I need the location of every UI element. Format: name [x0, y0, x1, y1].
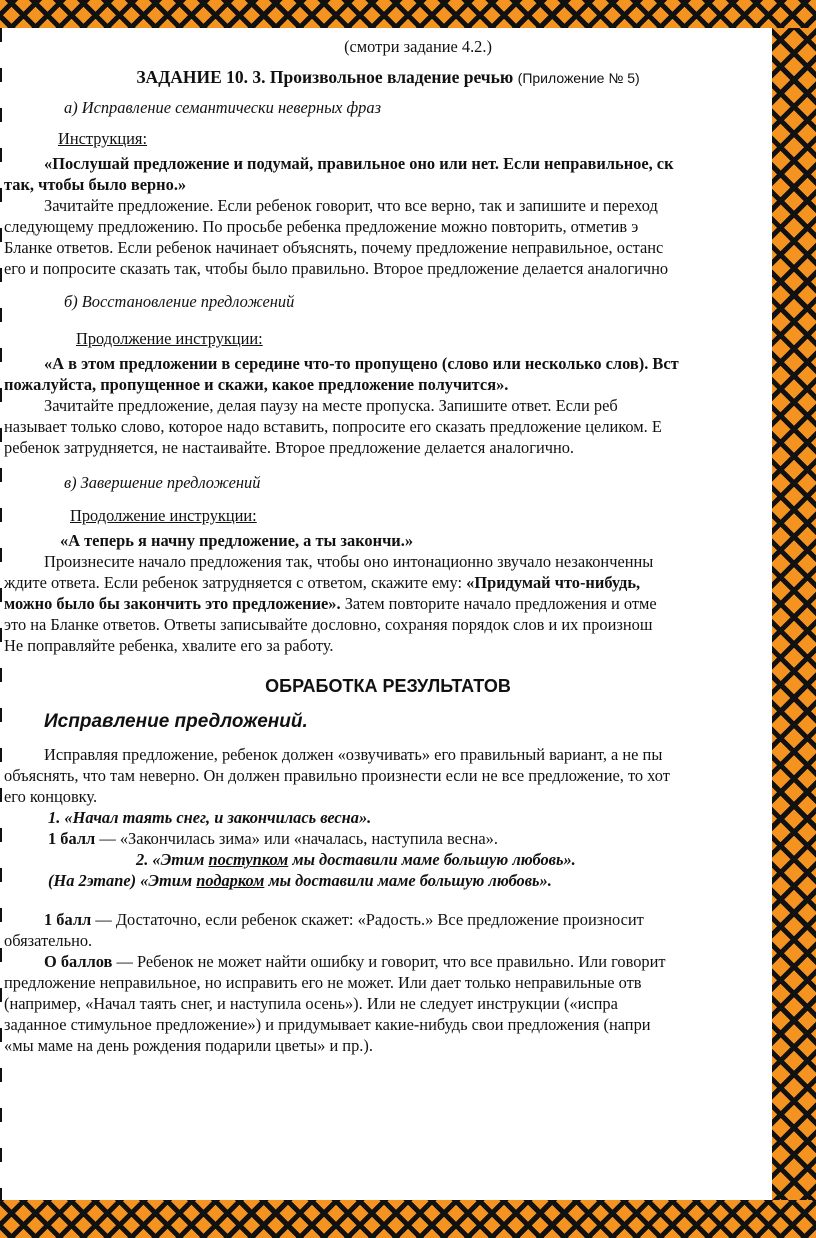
section-c-line [4, 572, 772, 593]
score-1-line: обязательно. [4, 931, 93, 950]
score-0-line [4, 951, 772, 972]
score-1-line [4, 909, 772, 930]
results-paragraph-line: его концовку. [4, 787, 98, 806]
section-c-bold-text: «Придумай что-нибудь, [466, 573, 641, 592]
reference-note: (смотри задание 4.2.) [344, 37, 492, 56]
section-a-line: так, чтобы было верно.» [4, 175, 187, 194]
section-a-line: его и попросите сказать так, чтобы было правильно. Второе предложение делается аналогично [4, 259, 669, 278]
decorative-border-top [0, 0, 816, 28]
example-answer-1 [4, 828, 772, 849]
example-sentence-2 [4, 849, 772, 870]
score-text: — Достаточно, если ребенок скажет: «Радость.» Все предложение произносит [91, 910, 644, 929]
decorative-border-right [772, 28, 816, 1200]
section-a-line: Бланке ответов. Если ребенок начинает объяснять, почему предложение неправильное, останс [4, 238, 664, 257]
results-paragraph-line: Исправляя предложение, ребенок должен «озвучивать» его правильный вариант, а не пы [44, 745, 663, 764]
appendix-note: (Приложение № 5) [517, 70, 640, 86]
score-0-line: «мы маме на день рождения подарили цветы» и пр.). [4, 1036, 373, 1055]
score-text: — «Закончилась зима» или «началась, наступила весна». [95, 829, 498, 848]
section-c-text: Затем повторите начало предложения и отме [340, 594, 657, 613]
results-paragraph-line: объяснять, что там неверно. Он должен правильно произнести если не все предложение, то хот [4, 766, 670, 785]
section-b-line: ребенок затрудняется, не настаивайте. Второе предложение делается аналогично. [4, 438, 575, 457]
section-a-line: «Послушай предложение и подумай, правильное оно или нет. Если неправильное, ск [44, 154, 674, 173]
task-title-text: ЗАДАНИЕ 10. 3. Произвольное владение речью [136, 67, 514, 87]
section-b-line: «А в этом предложении в середине что-то пропущено (слово или несколько слов). Вст [44, 354, 679, 373]
results-heading: ОБРАБОТКА РЕЗУЛЬТАТОВ [265, 676, 511, 696]
example-text: (На 2этапе) «Этим [48, 871, 197, 890]
example-text: 2. «Этим [136, 850, 209, 869]
decorative-border-left [0, 28, 2, 1200]
section-b-instruction-label: Продолжение инструкции: [76, 329, 263, 348]
results-subtitle: Исправление предложений. [44, 711, 308, 732]
score-0-line: (например, «Начал таять снег, и наступила осень»). Или не следует инструкции («испра [4, 994, 618, 1013]
example-text: мы доставили маме большую любовь». [264, 871, 552, 890]
section-c-quote: «А теперь я начну предложение, а ты закончи.» [60, 531, 414, 550]
example-sentence-1: 1. «Начал таять снег, и закончилась весна». [48, 808, 372, 827]
example-text: мы доставили маме большую любовь». [288, 850, 576, 869]
document-page [4, 36, 772, 1192]
section-c-line [4, 593, 772, 614]
section-c-title: в) Завершение предложений [64, 473, 261, 492]
section-b-line: пожалуйста, пропущенное и скажи, какое предложение получится». [4, 375, 509, 394]
decorative-border-bottom [0, 1200, 816, 1238]
section-b-title: б) Восстановление предложений [64, 292, 295, 311]
section-a-line: следующему предложению. По просьбе ребенка предложение можно повторить, отметив э [4, 217, 639, 236]
task-title [4, 67, 772, 89]
section-c-line: Не поправляйте ребенка, хвалите его за работу. [4, 636, 334, 655]
score-label: 1 балл [48, 829, 96, 848]
section-b-line: называет только слово, которое надо вставить, попросите его сказать предложение целиком. Е [4, 417, 662, 436]
example-underlined-word: подарком [196, 871, 265, 890]
score-label: 1 балл [44, 910, 92, 929]
example-sentence-3 [4, 870, 772, 891]
score-0-line: заданное стимульное предложение») и придумывает какие-нибудь свои предложения (напри [4, 1015, 651, 1034]
section-b-line: Зачитайте предложение, делая паузу на месте пропуска. Запишите ответ. Если реб [44, 396, 618, 415]
section-c-text: ждите ответа. Если ребенок затрудняется с ответом, скажите ему: [4, 573, 467, 592]
section-c-bold-text: можно было бы закончить это предложение». [4, 594, 341, 613]
score-0-line: предложение неправильное, но исправить его не может. Или дает только неправильные отв [4, 973, 642, 992]
section-c-line: это на Бланке ответов. Ответы записывайте дословно, сохраняя порядок слов и их произнош [4, 615, 653, 634]
section-c-instruction-label: Продолжение инструкции: [70, 506, 257, 525]
score-text: — Ребенок не может найти ошибку и говорит, что все правильно. Или говорит [112, 952, 666, 971]
section-a-title: а) Исправление семантически неверных фраз [64, 98, 381, 117]
section-a-line: Зачитайте предложение. Если ребенок говорит, что все верно, так и запишите и переход [44, 196, 658, 215]
score-label: О баллов [44, 952, 113, 971]
section-c-line: Произнесите начало предложения так, чтобы оно интонационно звучало незаконченны [44, 552, 654, 571]
example-underlined-word: поступком [208, 850, 289, 869]
section-a-instruction-label: Инструкция: [58, 129, 148, 148]
